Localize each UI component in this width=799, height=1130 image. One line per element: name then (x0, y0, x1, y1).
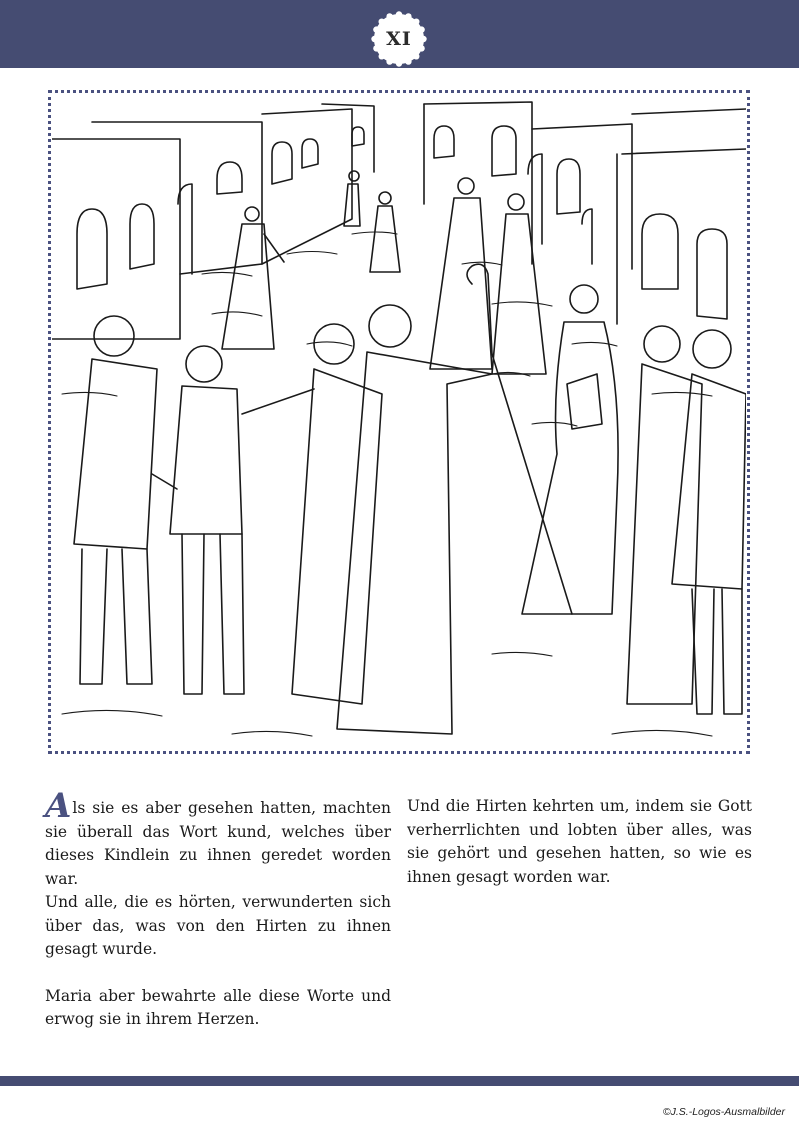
paragraph-2: Und alle, die es hörten, verwunderten sich über das, was von den Hirten zu ihnen gesagt wurde. (45, 893, 391, 958)
paragraph-4: Und die Hirten kehrten um, indem sie Gott verherrlichten und lobten über alles, was sie gehört und gesehen hatten, so wie es ihnen gesagt worden war. (407, 797, 752, 886)
figure-shepherds-center (242, 264, 572, 734)
street-paving (62, 232, 712, 736)
dropcap: A (45, 786, 72, 826)
footer-band (0, 1076, 799, 1086)
chapter-badge (370, 10, 428, 68)
background-figures (222, 171, 546, 374)
coloring-illustration (52, 94, 746, 750)
paragraph-3: Maria aber bewahrte alle diese Worte und erwog sie in ihrem Herzen. (45, 986, 391, 1028)
buildings-right (424, 102, 746, 324)
figure-men-left (74, 316, 244, 694)
text-column-right (407, 795, 752, 889)
figure-maria-with-jar (522, 285, 618, 614)
buildings-left (52, 104, 374, 339)
text-column-left (45, 786, 391, 1032)
chapter-numeral: XI (386, 28, 412, 50)
paragraph-1-text: ls sie es aber gesehen hatten, machten sie überall das Wort kund, welches über dieses Kindlein zu ihnen geredet worden war. (45, 799, 391, 888)
copyright-notice: ©J.S.-Logos-Ausmalbilder (662, 1106, 785, 1118)
figure-men-right (627, 326, 746, 714)
paragraph-1 (45, 786, 391, 891)
